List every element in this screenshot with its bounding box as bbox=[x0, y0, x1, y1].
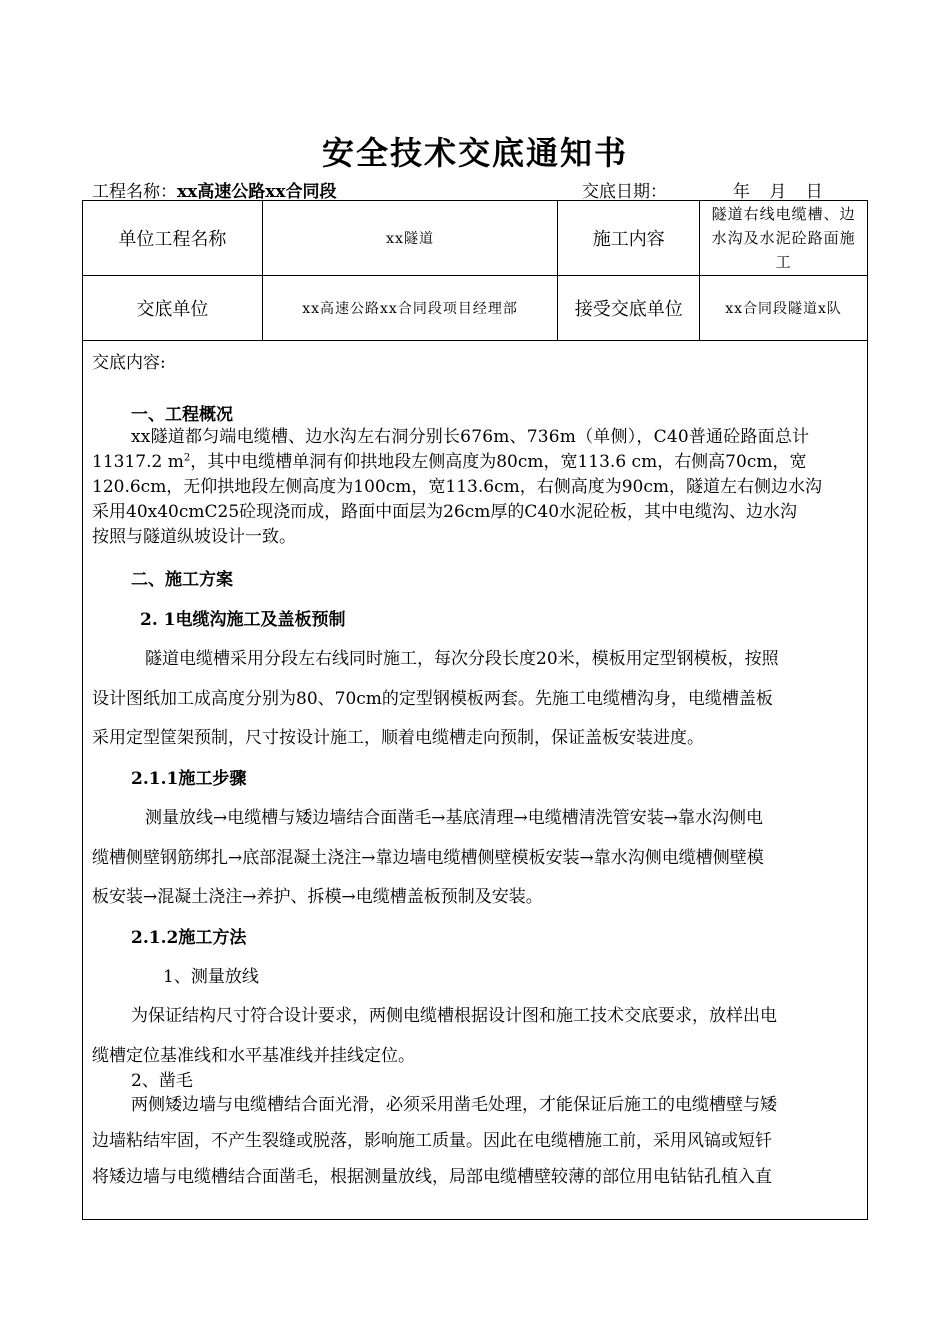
method-1-line-2: 缆槽定位基准线和水平基准线并挂线定位。 bbox=[92, 1046, 415, 1066]
section-2-1-1-line-2: 缆槽侧壁钢筋绑扎→底部混凝土浇注→靠边墙电缆槽侧壁模板安装→靠水沟侧电缆槽侧壁模 bbox=[92, 848, 764, 868]
section-1-line-2 bbox=[92, 447, 806, 472]
section-1-line-1: xx隧道都匀端电缆槽、边水沟左右洞分别长676m、736m（单侧），C40普通砼路面总计 bbox=[131, 427, 810, 447]
section-2-1-line-1: 隧道电缆槽采用分段左右线同时施工，每次分段长度20米，模板用定型钢模板，按照 bbox=[145, 649, 779, 669]
content-label: 交底内容: bbox=[92, 353, 166, 373]
method-2-line-2: 边墙粘结牢固，不产生裂缝或脱落，影响施工质量。因此在电缆槽施工前，采用风镐或短钎 bbox=[92, 1131, 772, 1151]
section-2-1-1-line-3: 板安装→混凝土浇注→养护、拆模→电缆槽盖板预制及安装。 bbox=[92, 887, 543, 907]
project-label: 工程名称： bbox=[92, 182, 177, 202]
method-2-line-3: 将矮边墙与电缆槽结合面凿毛，根据测量放线，局部电缆槽壁较薄的部位用电钻钻孔植入直 bbox=[92, 1167, 772, 1187]
date-ymd: 年 月 日 bbox=[733, 182, 823, 202]
section-1-line-5: 按照与隧道纵坡设计一致。 bbox=[92, 527, 296, 547]
method-1-title: 1、测量放线 bbox=[163, 967, 259, 987]
method-2-line-1: 两侧矮边墙与电缆槽结合面光滑，必须采用凿毛处理，才能保证后施工的电缆槽壁与矮 bbox=[131, 1095, 777, 1115]
section-1-line-3: 120.6cm，无仰拱地段左侧高度为100cm，宽113.6cm，右侧高度为90cm，隧道左右侧边水沟 bbox=[92, 477, 822, 497]
receiver-value: xx合同段隧道x队 bbox=[700, 276, 868, 341]
unit-project-label: 单位工程名称 bbox=[83, 201, 263, 276]
area-superscript: 2 bbox=[183, 452, 191, 464]
construction-value: 隧道右线电缆槽、边水沟及水泥砼路面施工 bbox=[700, 201, 868, 276]
section-2-1-1-title: 2.1.1施工步骤 bbox=[131, 769, 247, 789]
section-2-1-line-3: 采用定型筐架预制，尺寸按设计施工，顺着电缆槽走向预制，保证盖板安装进度。 bbox=[92, 728, 704, 748]
construction-label: 施工内容 bbox=[558, 201, 700, 276]
section-1-line-2-rest: ，其中电缆槽单洞有仰拱地段左侧高度为80cm，宽113.6 cm，右侧高70cm，宽 bbox=[190, 452, 807, 472]
date-label: 交底日期： bbox=[582, 182, 667, 202]
method-1-line-1: 为保证结构尺寸符合设计要求，两侧电缆槽根据设计图和施工技术交底要求，放样出电 bbox=[131, 1006, 777, 1026]
project-name bbox=[92, 177, 337, 202]
issuer-label: 交底单位 bbox=[83, 276, 263, 341]
section-2-1-1-line-1: 测量放线→电缆槽与矮边墙结合面凿毛→基底清理→电缆槽清洗管安装→靠水沟侧电 bbox=[145, 808, 763, 828]
section-2-1-2-title: 2.1.2施工方法 bbox=[131, 928, 247, 948]
method-2-title: 2、凿毛 bbox=[131, 1071, 193, 1091]
header-table bbox=[82, 200, 868, 341]
section-2-1-line-2: 设计图纸加工成高度分别为80、70cm的定型钢模板两套。先施工电缆槽沟身，电缆槽盖板 bbox=[92, 689, 773, 709]
document-title: 安全技术交底通知书 bbox=[321, 134, 628, 172]
project-value: xx高速公路xx合同段 bbox=[177, 182, 337, 202]
section-1-line-4: 采用40x40cmC25砼现浇而成，路面中面层为26cm厚的C40水泥砼板，其中电缆沟、边水沟 bbox=[92, 502, 798, 522]
receiver-label: 接受交底单位 bbox=[558, 276, 700, 341]
section-2-title: 二、施工方案 bbox=[131, 570, 233, 590]
issuer-value: xx高速公路xx合同段项目经理部 bbox=[262, 276, 558, 341]
section-1-title: 一、工程概况 bbox=[131, 405, 233, 425]
area-value: 11317.2 m bbox=[92, 452, 184, 472]
unit-project-value: xx隧道 bbox=[262, 201, 558, 276]
section-2-1-title: 2. 1电缆沟施工及盖板预制 bbox=[140, 610, 346, 630]
